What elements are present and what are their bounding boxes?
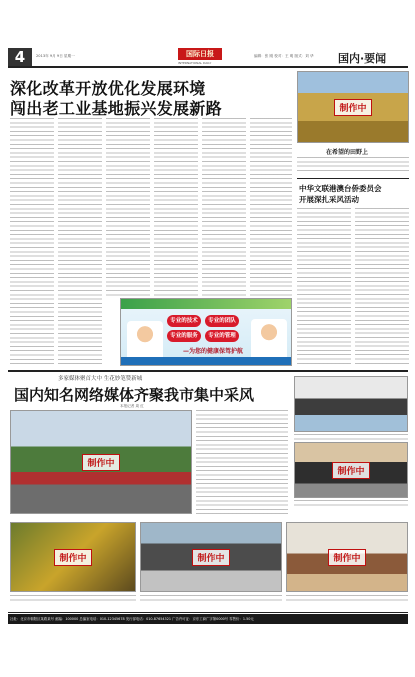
lead-body-col3 <box>106 118 150 296</box>
masthead-rule <box>8 66 408 68</box>
ad-banner-footer <box>121 357 291 365</box>
feature-body <box>196 410 288 514</box>
ad-banner <box>120 298 292 366</box>
footer-bar <box>8 614 408 624</box>
ad-slogan-right: 专业的团队 <box>205 315 239 327</box>
ad-slogan-left: 专业的技术 <box>167 315 201 327</box>
paper-logo <box>178 48 222 60</box>
side-article-col1 <box>297 208 351 366</box>
side-article-rule <box>297 178 409 179</box>
feature-top-rule <box>8 370 408 372</box>
feature-photo-6-caption <box>286 595 408 601</box>
feature-headline: 国内知名网络媒体齐聚我市集中采风 <box>14 386 255 404</box>
footer-text: 社址：北京市朝阳区某路某号 邮编：100000 总编室电话：010-12345678 发行部电话：010-87654321 广告许可证：京东工商广字第0000号 零售价：1.50元 <box>10 617 254 621</box>
lead-headline-line1: 深化改革开放优化发展环境 <box>10 79 206 98</box>
feature-photo-5-badge: 制作中 <box>192 549 229 566</box>
feature-photo-6 <box>286 522 408 592</box>
top-photo-caption-text <box>297 157 409 173</box>
ad-slogan-bottom-right: 专业的管理 <box>205 330 239 342</box>
feature-photo-4 <box>10 522 136 592</box>
lead-body-col1 <box>10 118 54 366</box>
feature-kicker: 多家媒体聚首大中 生花妙笔赞新城 <box>58 376 143 382</box>
lead-body-col4 <box>154 118 198 296</box>
top-photo-caption-title: 在希望的田野上 <box>326 149 369 156</box>
footer-rule <box>8 612 408 613</box>
ad-slogan-bottom-left: 专业的服务 <box>167 330 201 342</box>
top-photo <box>297 71 409 143</box>
feature-photo-1 <box>10 410 192 514</box>
feature-photo-4-badge: 制作中 <box>54 549 91 566</box>
lead-headline-line2: 闯出老工业基地振兴发展新路 <box>10 99 222 118</box>
feature-byline: 本报记者 周 红 <box>120 404 144 408</box>
page-number-block <box>8 48 32 66</box>
top-photo-badge: 制作中 <box>334 99 371 116</box>
feature-photo-3 <box>294 442 408 498</box>
feature-photo-3-badge: 制作中 <box>332 462 369 479</box>
feature-photo-2 <box>294 376 408 432</box>
feature-photo-3-caption <box>294 500 408 506</box>
paper-name-en: INTERNATIONAL DAILY <box>178 61 212 65</box>
feature-photo-4-caption <box>10 595 136 601</box>
side-article-col2 <box>355 208 409 366</box>
feature-photo-5 <box>140 522 282 592</box>
issue-date: 2013年 9月 9日 星期一 <box>36 54 75 58</box>
feature-photo-5-caption <box>140 595 282 601</box>
lead-body-col5 <box>202 118 246 296</box>
side-article-title-line2: 开展深扎采风活动 <box>299 195 359 204</box>
page-number: 4 <box>14 48 26 66</box>
side-article-title-line1: 中华文联港澳台侨委员会 <box>299 184 382 193</box>
section-title: 国内·要闻 <box>338 52 387 65</box>
ad-banner-topbar <box>121 299 291 309</box>
paper-name: 国际日报 <box>186 49 214 58</box>
lead-body-col2 <box>58 118 102 366</box>
lead-body-col6 <box>250 118 292 296</box>
feature-photo-1-badge: 制作中 <box>82 454 119 471</box>
feature-photo-6-badge: 制作中 <box>328 549 365 566</box>
editor-line: 编辑：张 刚 校对：王 明 版式：刘 华 <box>254 54 314 58</box>
ad-tagline: —为您的健康保驾护航 <box>183 348 244 355</box>
feature-photo-2-caption <box>294 434 408 440</box>
